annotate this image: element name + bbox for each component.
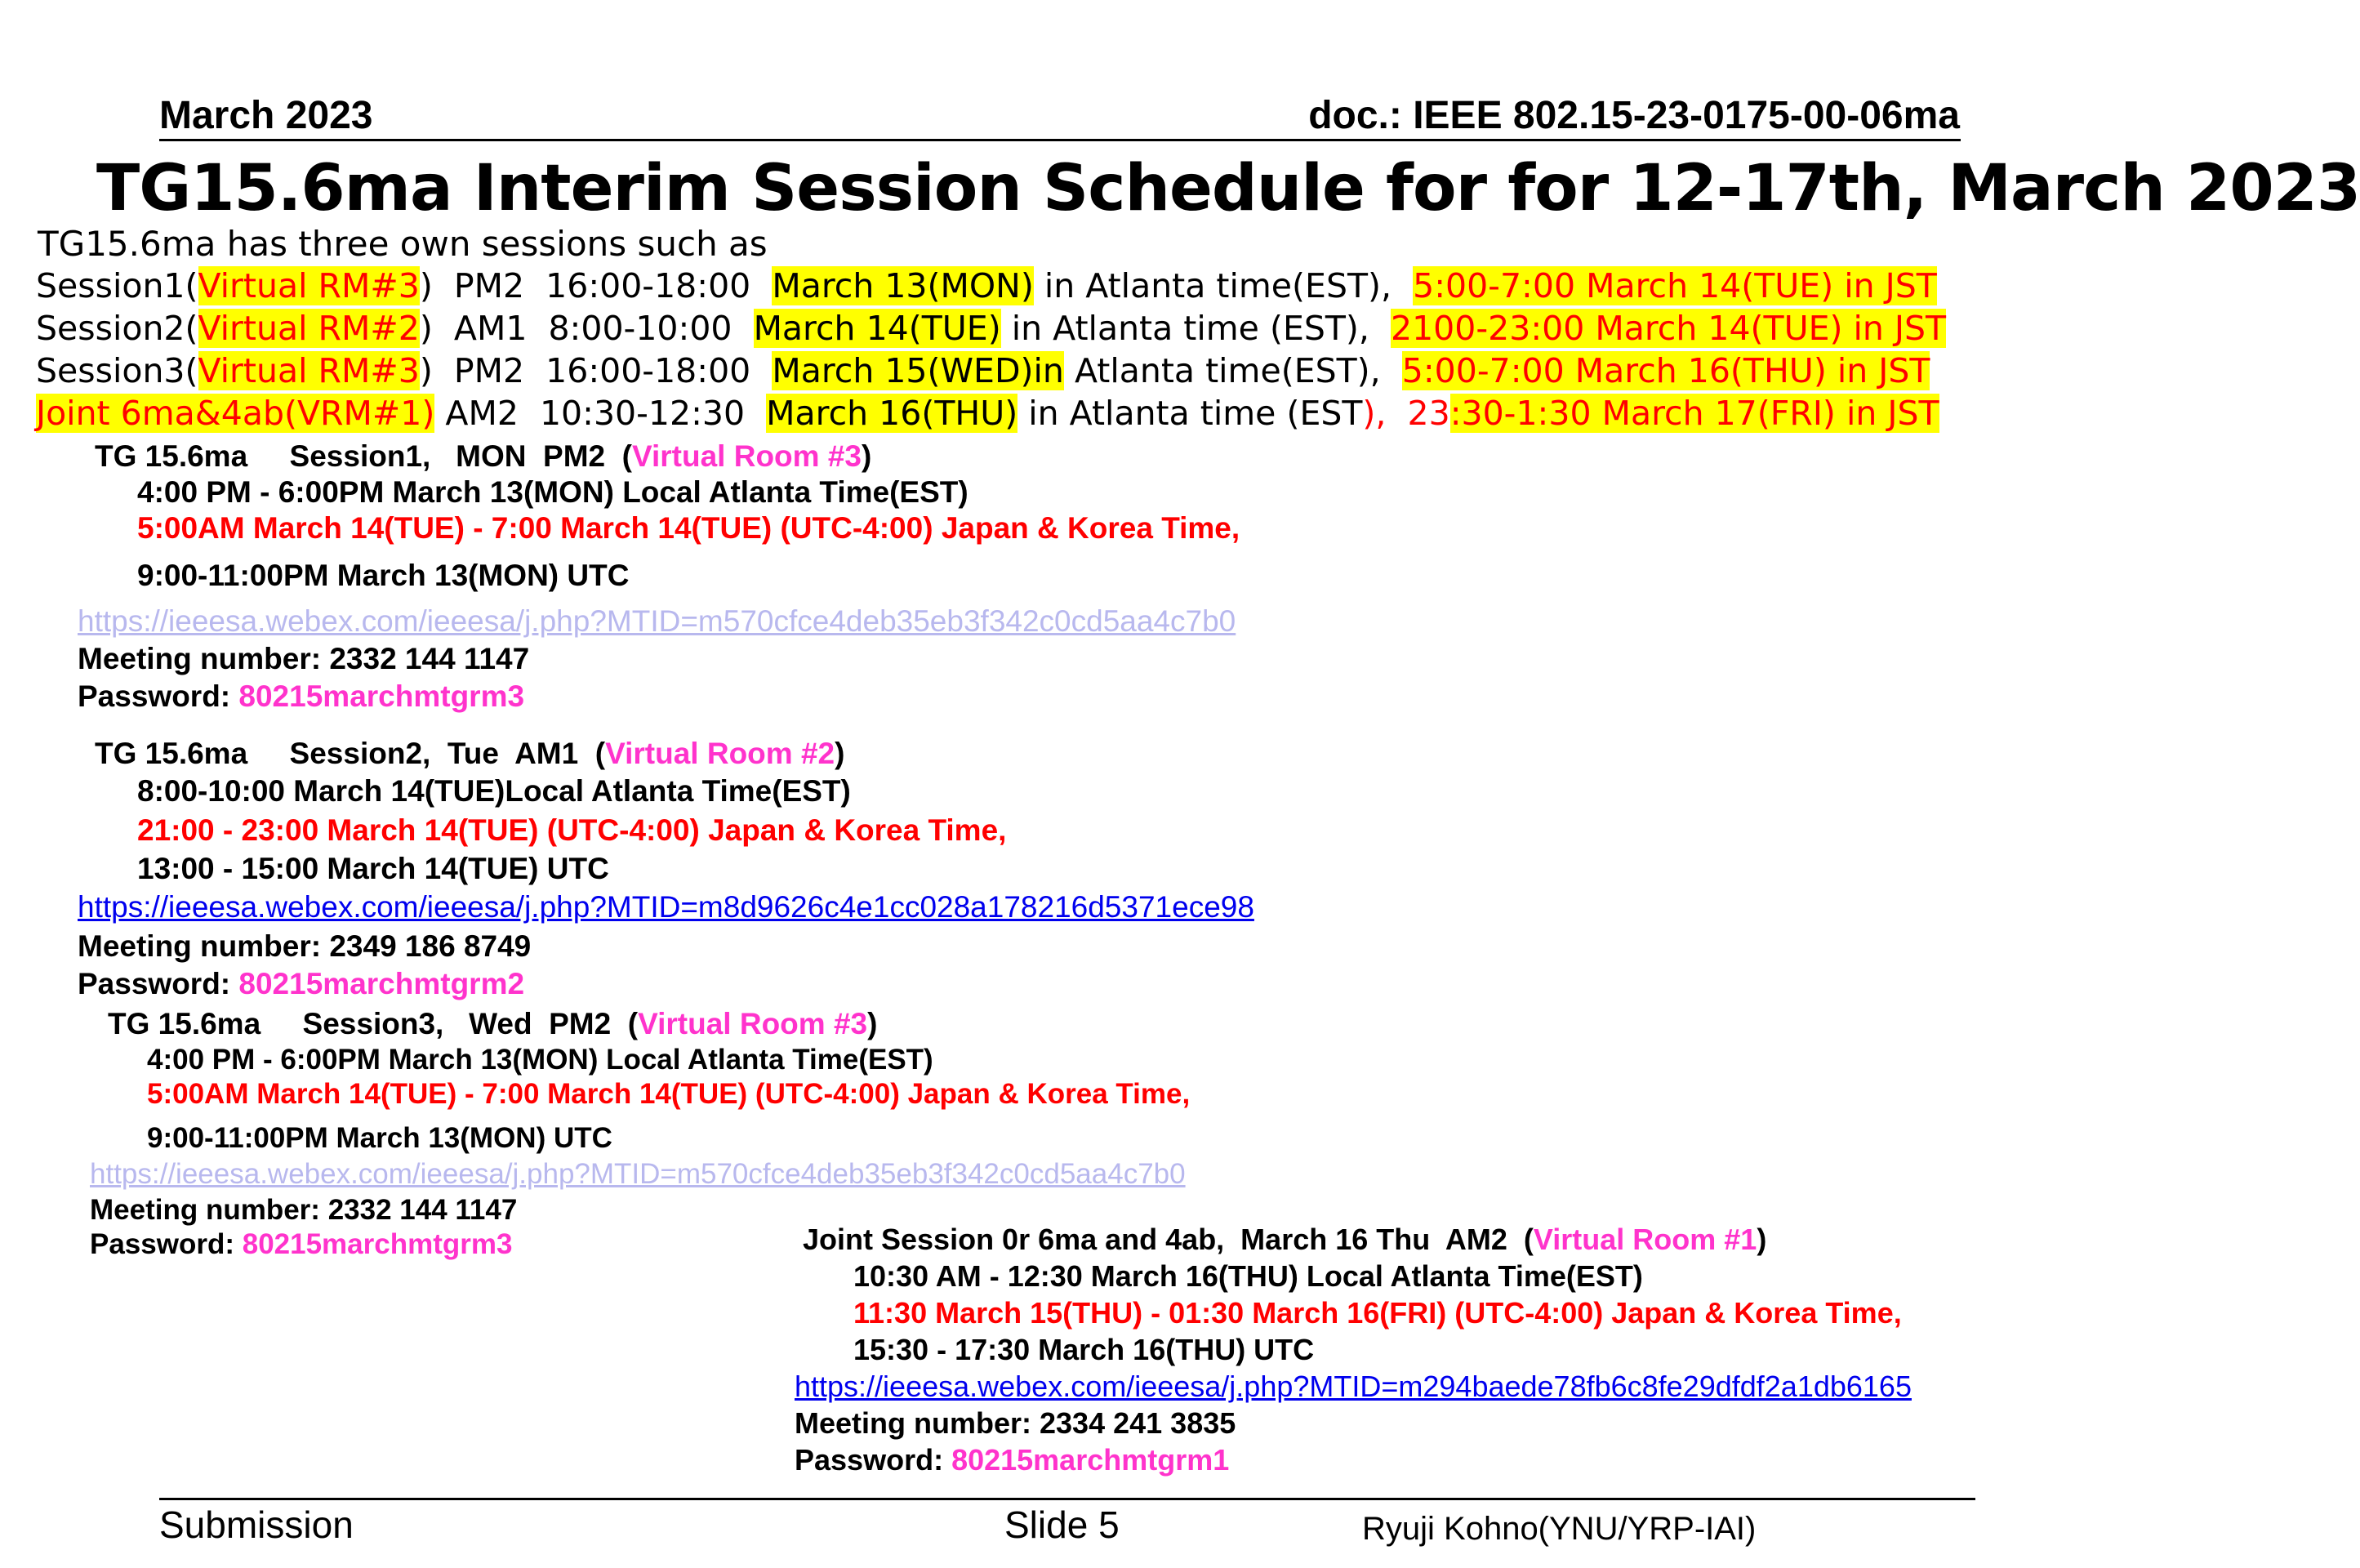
summary-slot: AM1 8:00-10:00 [432, 309, 754, 348]
session2-password [78, 967, 524, 1001]
summary-slot: PM2 16:00-18:00 [432, 351, 773, 390]
summary-label-close: ) [419, 266, 433, 305]
password-label: Password: [78, 679, 239, 713]
summary-where: in Atlanta time(EST), [1033, 266, 1414, 305]
session3-meeting-number [90, 1194, 517, 1227]
session3-japan-time: 5:00AM March 14(TUE) - 7:00 March 14(TUE) (UTC-4:00) Japan & Korea Time, [147, 1078, 1191, 1110]
summary-date: March 13(MON) [772, 266, 1034, 305]
intro-text: TG15.6ma has three own sessions such as [38, 224, 768, 264]
session-heading-close: ) [835, 737, 845, 770]
header-doc-id: doc.: IEEE 802.15-23-0175-00-06ma [1308, 94, 1960, 137]
password-value: 80215marchmtgrm3 [238, 679, 525, 713]
session-heading-text: Joint Session 0r 6ma and 4ab, March 16 Thu AM2 ( [803, 1223, 1534, 1256]
summary-label: Session1( [36, 266, 198, 305]
session1-webex-link[interactable]: https://ieeesa.webex.com/ieeesa/j.php?MTID=m570cfce4deb35eb3f342c0cd5aa4c7b0 [78, 604, 1236, 638]
password-value: 80215marchmtgrm1 [951, 1443, 1230, 1477]
joint-meeting-number [795, 1406, 1236, 1441]
summary-room: Virtual RM#2 [198, 309, 420, 348]
footer-rule [159, 1498, 1975, 1500]
joint-password [795, 1443, 1229, 1477]
session3-local-time: 4:00 PM - 6:00PM March 13(MON) Local Atlanta Time(EST) [147, 1044, 933, 1076]
session-heading-text: TG 15.6ma Session1, MON PM2 ( [95, 439, 632, 473]
session2-webex-link[interactable]: https://ieeesa.webex.com/ieeesa/j.php?MTID=m8d9626c4e1cc028a178216d5371ece98 [78, 890, 1254, 924]
session3-password [90, 1228, 512, 1261]
summary-room: Joint 6ma&4ab(VRM#1) [36, 394, 435, 433]
joint-utc-time: 15:30 - 17:30 March 16(THU) UTC [853, 1333, 1315, 1366]
summary-where: Atlanta time(EST), [1063, 351, 1402, 390]
session1-meeting-number [78, 642, 529, 676]
meeting-label: Meeting number: [795, 1406, 1040, 1440]
session2-heading [95, 737, 844, 771]
session-heading-text: TG 15.6ma Session3, Wed PM2 ( [108, 1007, 639, 1040]
session-room: Virtual Room #2 [605, 737, 835, 770]
joint-webex-link[interactable]: https://ieeesa.webex.com/ieeesa/j.php?MTID=m294baede78fb6c8fe29dfdf2a1db6165 [795, 1370, 1912, 1403]
summary-where: in Atlanta time (EST), [1000, 309, 1392, 348]
meeting-label: Meeting number: [78, 642, 330, 675]
session-heading-close: ) [867, 1007, 878, 1040]
summary-row-session2 [36, 307, 1946, 350]
session2-local-time: 8:00-10:00 March 14(TUE)Local Atlanta Time(EST) [137, 774, 851, 808]
summary-date: March 16(THU) [766, 394, 1018, 433]
summary-date: March 14(TUE) [753, 309, 1001, 348]
summary-jst: 2100-23:00 March 14(TUE) in JST [1391, 309, 1947, 348]
session2-japan-time: 21:00 - 23:00 March 14(TUE) (UTC-4:00) Japan & Korea Time, [137, 813, 1007, 847]
summary-label-close: ) [419, 351, 433, 390]
summary-where-tail: ), 23 [1362, 394, 1450, 433]
meeting-number-value: 2349 186 8749 [329, 929, 532, 963]
session3-utc-time: 9:00-11:00PM March 13(MON) UTC [147, 1122, 612, 1154]
summary-label-close: ) [419, 309, 433, 348]
password-label: Password: [795, 1443, 952, 1477]
meeting-number-value: 2334 241 3835 [1040, 1406, 1236, 1440]
session1-utc-time: 9:00-11:00PM March 13(MON) UTC [137, 559, 630, 592]
meeting-label: Meeting number: [78, 929, 330, 963]
session2-utc-time: 13:00 - 15:00 March 14(TUE) UTC [137, 852, 609, 885]
footer-submission: Submission [159, 1503, 354, 1546]
summary-row-session1 [36, 265, 1937, 307]
session-room: Virtual Room #1 [1533, 1223, 1757, 1256]
session-heading-close: ) [1757, 1223, 1767, 1256]
summary-slot: PM2 16:00-18:00 [432, 266, 773, 305]
session-room: Virtual Room #3 [638, 1007, 868, 1040]
summary-jst: 5:00-7:00 March 14(TUE) in JST [1413, 266, 1937, 305]
session-heading-text: TG 15.6ma Session2, Tue AM1 ( [95, 737, 606, 770]
password-label: Password: [90, 1228, 243, 1260]
password-label: Password: [78, 967, 239, 1000]
session1-password [78, 679, 524, 714]
summary-date: March 15(WED)in [772, 351, 1064, 390]
session2-meeting-number [78, 929, 531, 964]
joint-japan-time: 11:30 March 15(THU) - 01:30 March 16(FRI) (UTC-4:00) Japan & Korea Time, [853, 1296, 1902, 1330]
meeting-number-value: 2332 144 1147 [329, 642, 530, 675]
session1-heading [95, 439, 871, 474]
summary-row-session3 [36, 350, 1930, 392]
summary-label: Session2( [36, 309, 198, 348]
slide-title: TG15.6ma Interim Session Schedule for for 12-17th, March 2023 [96, 152, 2360, 225]
session3-heading [108, 1007, 877, 1041]
summary-jst: 5:00-7:00 March 16(THU) in JST [1401, 351, 1930, 390]
session1-local-time: 4:00 PM - 6:00PM March 13(MON) Local Atlanta Time(EST) [137, 475, 968, 509]
summary-label: Session3( [36, 351, 198, 390]
password-value: 80215marchmtgrm2 [238, 967, 525, 1000]
joint-local-time: 10:30 AM - 12:30 March 16(THU) Local Atlanta Time(EST) [853, 1259, 1643, 1293]
joint-session-heading [803, 1223, 1766, 1257]
summary-slot: AM2 10:30-12:30 [434, 394, 767, 433]
meeting-label: Meeting number: [90, 1194, 328, 1226]
summary-room: Virtual RM#3 [198, 266, 420, 305]
summary-row-joint [36, 392, 1939, 434]
summary-jst: :30-1:30 March 17(FRI) in JST [1449, 394, 1939, 433]
header-date: March 2023 [159, 94, 373, 137]
meeting-number-value: 2332 144 1147 [327, 1194, 518, 1226]
session-heading-close: ) [862, 439, 872, 473]
password-value: 80215marchmtgrm3 [242, 1228, 513, 1260]
footer-author: Ryuji Kohno(YNU/YRP-IAI) [1362, 1511, 1757, 1547]
summary-where: in Atlanta time (EST [1017, 394, 1363, 433]
header-rule [159, 139, 1961, 141]
session1-japan-time: 5:00AM March 14(TUE) - 7:00 March 14(TUE) (UTC-4:00) Japan & Korea Time, [137, 511, 1240, 545]
session3-webex-link[interactable]: https://ieeesa.webex.com/ieeesa/j.php?MTID=m570cfce4deb35eb3f342c0cd5aa4c7b0 [90, 1158, 1186, 1190]
footer-slide-number: Slide 5 [1004, 1503, 1120, 1546]
summary-room: Virtual RM#3 [198, 351, 420, 390]
session-room: Virtual Room #3 [631, 439, 862, 473]
